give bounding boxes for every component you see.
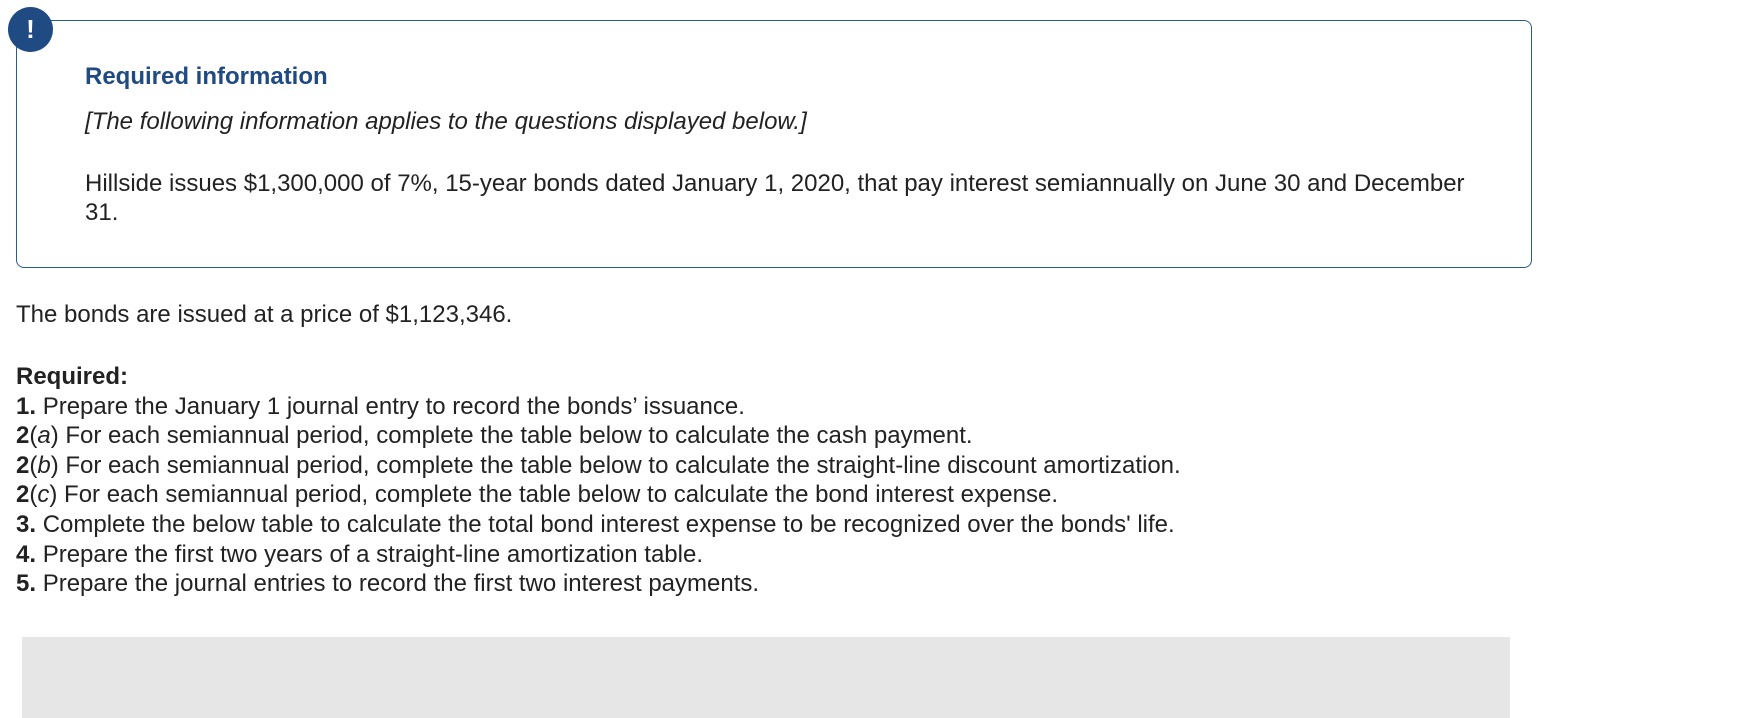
info-title: Required information [85,63,328,90]
issue-price-statement: The bonds are issued at a price of $1,123,346. [16,301,513,328]
required-information-box [16,20,1532,268]
required-item-1: 1. Prepare the January 1 journal entry to record the bonds’ issuance. [16,392,745,420]
required-item-3: 3. Complete the below table to calculate the total bond interest expense to be recognized over the bonds' life. [16,510,1175,538]
required-item-5: 5. Prepare the journal entries to record the first two interest payments. [16,570,760,598]
required-section [16,362,1181,599]
tab-panel-bar [22,637,1510,718]
info-note: [The following information applies to the questions displayed below.] [85,108,807,135]
required-heading: Required: [16,363,129,390]
required-item-2c: 2(c) For each semiannual period, complete the table below to calculate the bond interest expense. [16,481,1058,509]
required-item-2b: 2(b) For each semiannual period, complete the table below to calculate the straight-line discount amortization. [16,451,1181,479]
alert-icon: ! [8,7,53,52]
info-body: Hillside issues $1,300,000 of 7%, 15-year bonds dated January 1, 2020, that pay interest semiannually on June 30 and December 31. [85,170,1465,226]
required-item-2a: 2(a) For each semiannual period, complete the table below to calculate the cash payment. [16,422,973,450]
required-item-4: 4. Prepare the first two years of a straight-line amortization table. [16,540,703,568]
